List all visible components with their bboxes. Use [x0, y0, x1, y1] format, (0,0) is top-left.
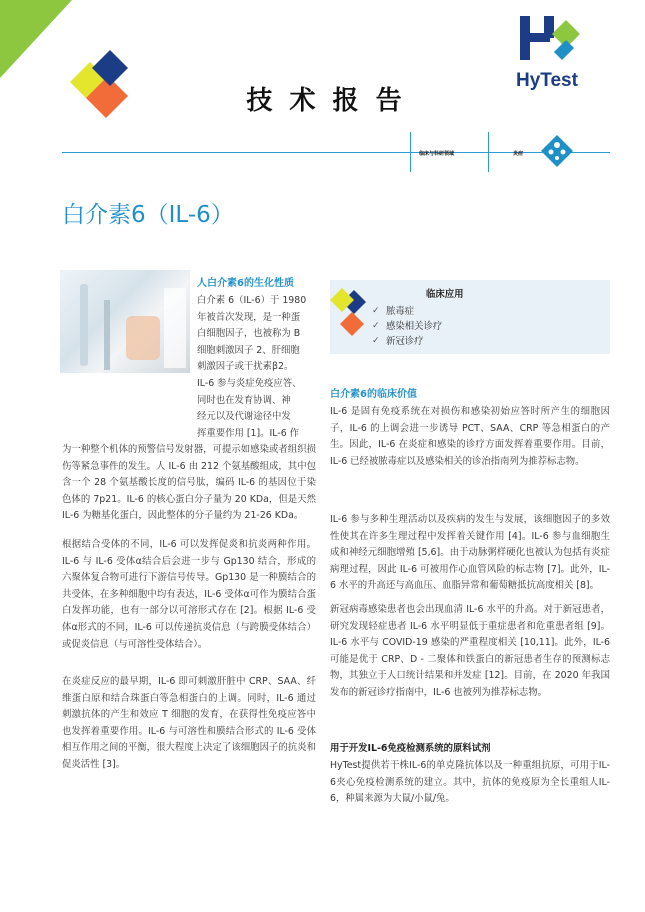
check-icon: ✓ [372, 306, 380, 316]
category-tag-clinical: 临床与科研领域 [419, 151, 455, 157]
clinical-value-paragraph-2: IL-6 参与多种生理活动以及疾病的发生与发展，该细胞因子的多效性使其在许多生理过程中发挥着关键作用 [4]。IL-6 参与血细胞生成和神经元细胞增殖 [5,6]。由于动脉粥样硬化也被认为包括有炎症病理过程，因此 IL-6 可被用作心血管风险的标志物 [7]。此外，IL-6 水平的升高还与高血压、血脂异常和葡萄糖抵抗高度相关 [8]。 [330, 514, 610, 592]
intro-paragraph-continued: 为一种整个机体的预警信号发射器，可提示如感染或者组织损伤等紧急事件的发生。人 IL-6 由 212 个氨基酸组成，其中包含一个 28 个氨基酸长度的信号肽，编码 IL-6 的基因位于染色体的 7p21。IL-6 的核心蛋白分子量为 20 KDa，但是天然 IL-6 为糖基化蛋白，因此整体的分子量约为 21-26 KDa。 [62, 444, 316, 522]
inflammation-icon [540, 134, 574, 168]
header-divider-2 [488, 132, 489, 172]
intro-wrapped-text [197, 293, 315, 376]
clinical-list [370, 304, 442, 349]
intro-line: 白介素 6（IL-6）于 1980 [197, 295, 307, 306]
document-title: 白介素6（IL-6） [62, 202, 234, 228]
intro-line: 经元以及代谢途径中发 [197, 411, 291, 423]
hytest-logo-mark [518, 14, 594, 64]
intro-line: 同时也在发育协调、神 [197, 394, 291, 406]
brand-name: HyTest [516, 70, 578, 91]
header-divider-1 [410, 132, 411, 172]
biochem-heading: 人白介素6的生化性质 [197, 278, 294, 289]
intro-line: 刺激因子或干扰素β2。 [197, 361, 294, 373]
clinical-value-heading: 白介素6的临床价值 [330, 389, 417, 400]
check-icon: ✓ [372, 336, 380, 346]
header-rule [62, 152, 610, 153]
reagents-heading: 用于开发IL-6免疫检测系统的原料试剂 [330, 743, 491, 754]
clinical-value-paragraph-3: 新冠病毒感染患者也会出现血清 IL-6 水平的升高。对于新冠患者，研究发现轻症患者 IL-6 水平明显低于重症患者和危重患者组 [9]。IL-6 水平与 COVID-19 感染的严重程度相关 [10,11]。此外，IL-6 可能是优于 CRP、D - 二聚体和铁蛋白的新冠患者生存的预测标志物，其独立于人口统计结果和并发症 [12]。目前，在 2020 年我国发布的新冠诊疗指南中，IL-6 也被列为推荐标志物。 [330, 604, 610, 698]
intro-line: 细胞刺激因子 2、肝细胞 [197, 344, 300, 356]
reagents-paragraph: HyTest提供若干株IL-6的单克隆抗体以及一种重组抗原，可用于IL-6夹心免疫检测系统的建立。其中，抗体的免疫原为全长重组人IL-6，种属来源为大鼠/小鼠/兔。 [330, 760, 610, 805]
report-title: 技 术 报 告 [246, 86, 406, 116]
clinical-applications-box [330, 280, 610, 354]
clinical-item: ✓ 脓毒症 [372, 306, 415, 317]
receptor-paragraph: 根据结合受体的不同，IL-6 可以发挥促炎和抗炎两种作用。IL-6 与 IL-6 受体α结合后会进一步与 Gp130 结合，形成的六聚体复合物可进行下游信号传导。Gp130 是一种膜结合的共受体，在多种细胞中均有表达，IL-6 受体α可作为膜结合蛋白发挥功能，也有一部分以可溶形式存在 [2]。根据 IL-6 受体α形式的不同，IL-6 可以传递抗炎信息（与跨膜受体结合）或促炎信息（与可溶性受体结合）。 [62, 539, 316, 650]
hytest-logo [514, 14, 624, 96]
clinical-box-shapes [328, 282, 374, 340]
intro-line: IL-6 参与炎症免疫应答、 [197, 378, 302, 389]
intro-line: 挥重要作用 [1]。IL-6 作 [197, 427, 300, 439]
intro-line: 年被首次发现，是一种蛋 [197, 311, 301, 323]
intro-line: 白细胞因子，也被称为 B [197, 328, 301, 340]
intro-wrapped-text-lower [197, 376, 315, 442]
check-icon: ✓ [372, 321, 380, 331]
clinical-value-paragraph-1: IL-6 是固有免疫系统在对损伤和感染初始应答时所产生的细胞因子，IL-6 的上调会进一步诱导 PCT、SAA、CRP 等急相蛋白的产生。因此，IL-6 在炎症和感染的诊疗方面发挥着重要作用。目前，IL-6 已经被脓毒症以及感染相关的诊治指南列为推荐标志物。 [330, 406, 610, 467]
clinical-item: ✓ 新冠诊疗 [372, 336, 424, 347]
clinical-item: ✓ 感染相关诊疗 [372, 321, 443, 332]
decorative-corner-shapes [0, 0, 140, 140]
category-tag-inflammation: 炎症 [513, 151, 524, 157]
lab-photo [60, 270, 190, 373]
clinical-box-title: 临床应用 [426, 289, 464, 300]
acute-phase-paragraph: 在炎症反应的最早期，IL-6 即可刺激肝脏中 CRP、SAA、纤维蛋白原和结合珠蛋白等急相蛋白的上调。同时，IL-6 通过刺激抗体的产生和效应 T 细胞的发育，在获得性免疫应答中也发挥着重要作用。IL-6 与可溶性和膜结合形式的 IL-6 受体相互作用之间的平衡，很大程度上决定了该细胞因子的抗炎和促炎活性 [3]。 [62, 676, 316, 770]
